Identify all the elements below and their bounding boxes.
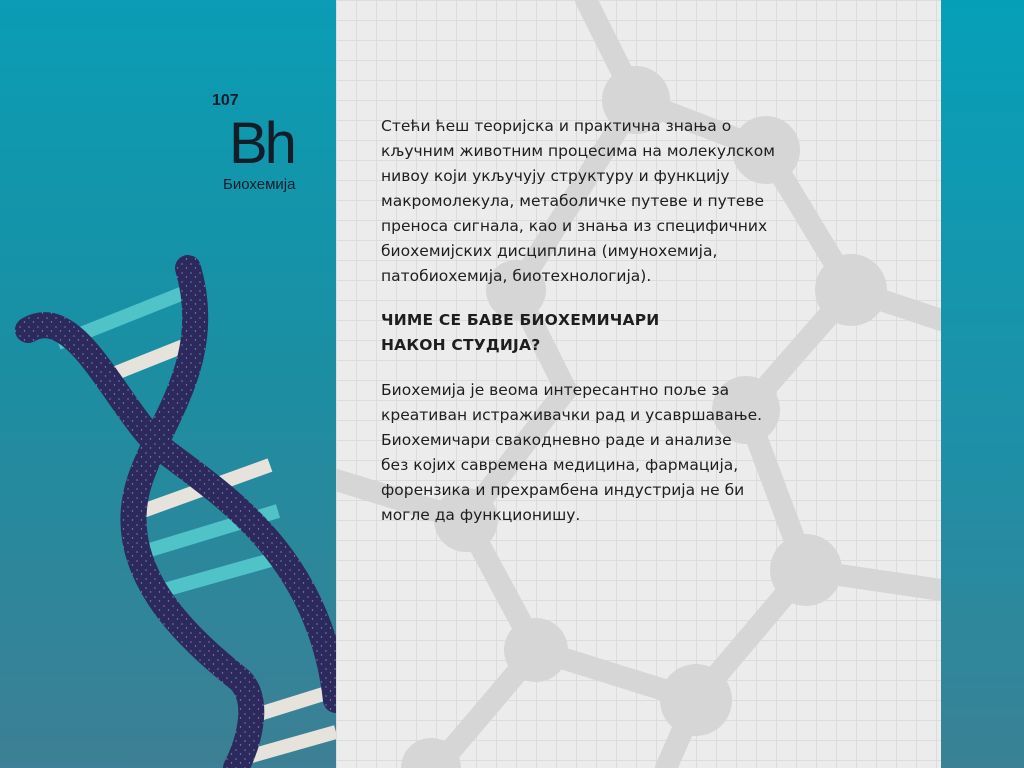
body-paragraph: Биохемија је веома интересантно поље за креативан истраживачки рад и усавршавање. Биохемичари свакодневно раде и анализе без којих савремена медицина, фармација, форензика и прехрамбена индустрија не би могле да функционишу. <box>381 381 763 524</box>
element-name: Биохемија <box>223 176 296 193</box>
section-heading: ЧИМЕ СЕ БАВЕ БИОХЕМИЧАРИ НАКОН СТУДИЈА? <box>381 311 660 354</box>
left-decor-panel <box>0 0 336 768</box>
element-symbol: Bh <box>229 111 294 176</box>
right-color-strip <box>941 0 1024 768</box>
element-number: 107 <box>212 92 239 109</box>
intro-paragraph: Стећи ћеш теоријска и практична знања о кључним животним процесима на молекулском нивоу који укључују структуру и функцију макромолекула, метаболичке путеве и путеве преноса сигнала, као и знања из специфичних биохемијских дисциплина (имунохемија, патобиохемија, биотехнологија). <box>381 117 775 285</box>
description-column <box>381 114 851 528</box>
